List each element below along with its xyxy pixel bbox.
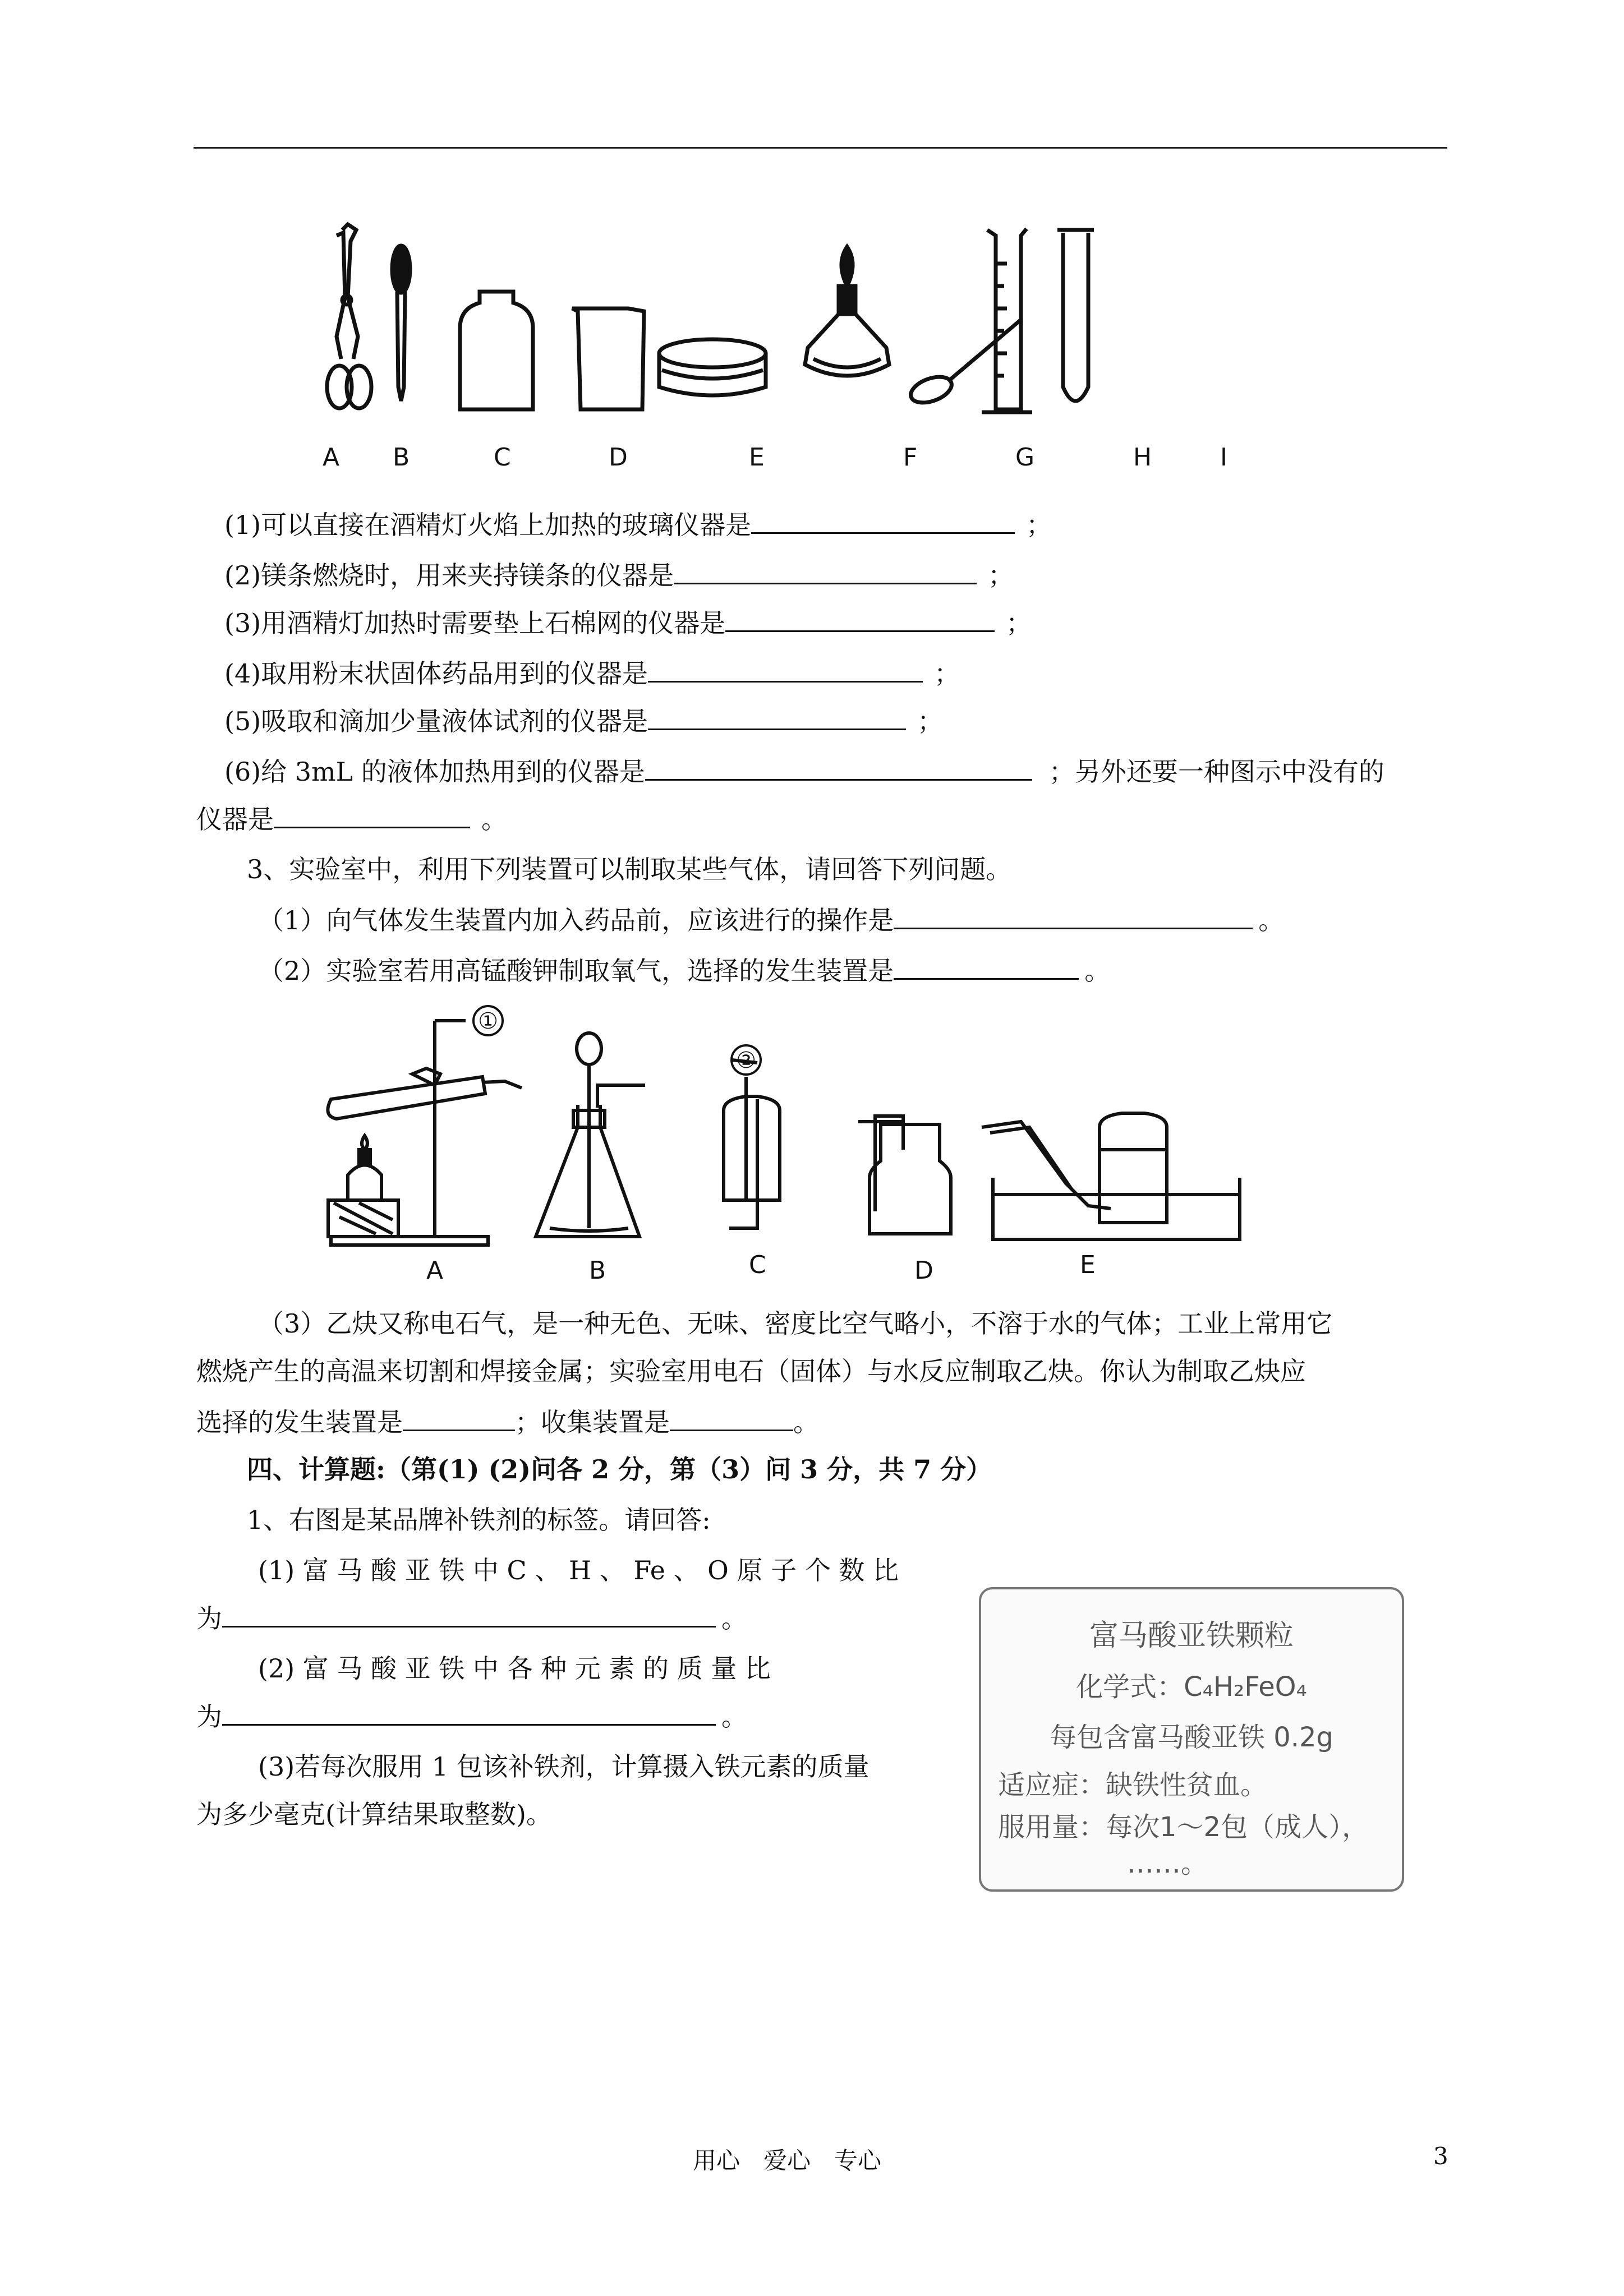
apparatus-label-d: D	[914, 1256, 933, 1285]
answer-blank[interactable]	[894, 903, 1253, 929]
instruments-figure	[292, 219, 1301, 471]
label-formula: 化学式：C₄H₂FeO₄	[1076, 1671, 1307, 1703]
q2-item-6-line2: 仪器是 。	[196, 802, 507, 836]
apparatus-c-bottle-icon	[724, 1060, 780, 1228]
crucible-tongs-icon	[327, 224, 371, 408]
answer-blank[interactable]	[670, 1405, 793, 1431]
answer-blank[interactable]	[222, 1699, 716, 1726]
apparatus-label-e: E	[1080, 1251, 1096, 1279]
apparatus-label-c: C	[749, 1251, 766, 1279]
apparatus-b-flask-icon	[536, 1033, 645, 1237]
q2-item-3: (3)用酒精灯加热时需要垫上石棉网的仪器是 ；	[224, 606, 1032, 640]
label-title: 富马酸亚铁颗粒	[1089, 1619, 1294, 1653]
page-number: 3	[1433, 2142, 1448, 2170]
section4-sub3-line2: 为多少毫克(计算结果取整数)。	[196, 1799, 552, 1829]
q3-part3-line1: （3）乙炔又称电石气，是一种无色、无味、密度比空气略小，不溶于水的气体；工业上常用它	[258, 1308, 1333, 1339]
answer-blank[interactable]	[648, 656, 923, 683]
answer-blank[interactable]	[674, 558, 977, 584]
answer-blank[interactable]	[222, 1601, 716, 1628]
header-rule	[194, 147, 1447, 149]
supplement-label	[979, 1587, 1404, 1892]
dropper-icon	[392, 246, 410, 401]
label-dosage: 服用量：每次1～2包（成人），	[998, 1811, 1369, 1843]
answer-blank[interactable]	[645, 754, 1032, 781]
gas-apparatus-figure	[314, 1008, 1408, 1273]
q3-part1: （1）向气体发生装置内加入药品前，应该进行的操作是 。	[258, 903, 1284, 937]
graduated-cylinder-icon	[982, 229, 1032, 412]
beaker-icon	[572, 308, 644, 409]
medicine-spoon-icon	[907, 320, 1021, 408]
apparatus-d-bottle-icon	[858, 1116, 951, 1234]
reagent-bottle-icon	[460, 292, 533, 409]
section4-sub2-line1: (2) 富 马 酸 亚 铁 中 各 种 元 素 的 质 量 比	[258, 1653, 771, 1684]
section4-sub1-line2: 为 。	[196, 1601, 747, 1635]
apparatus-e-water-trough-icon	[982, 1113, 1240, 1239]
answer-blank[interactable]	[751, 508, 1015, 534]
instrument-label-d: D	[609, 443, 628, 472]
q3-intro: 3、实验室中，利用下列装置可以制取某些气体，请回答下列问题。	[247, 854, 1012, 884]
apparatus-a-heating-icon	[328, 1021, 522, 1245]
label-indication: 适应症：缺铁性贫血。	[998, 1769, 1268, 1801]
instrument-label-i: I	[1220, 443, 1227, 472]
answer-blank[interactable]	[894, 953, 1079, 980]
evaporating-dish-icon	[659, 339, 766, 395]
q2-item-1: (1)可以直接在酒精灯火焰上加热的玻璃仪器是 ；	[224, 508, 1052, 542]
q2-item-6: (6)给 3mL 的液体加热用到的仪器是 ；另外还要一种图示中没有的	[224, 754, 1384, 789]
q3-part2: （2）实验室若用高锰酸钾制取氧气，选择的发生装置是 。	[258, 953, 1110, 988]
apparatus-label-a: A	[426, 1256, 444, 1285]
marker-2: ②	[736, 1048, 756, 1073]
label-content: 每包含富马酸亚铁 0.2g	[1049, 1722, 1334, 1753]
instrument-label-c: C	[494, 443, 511, 472]
section4-heading: 四、计算题:（第(1) (2)问各 2 分，第（3）问 3 分，共 7 分）	[247, 1454, 992, 1484]
q2-item-2: (2)镁条燃烧时，用来夹持镁条的仪器是 ；	[224, 558, 1014, 592]
instrument-label-g: G	[1015, 443, 1035, 472]
q2-item-4: (4)取用粉末状固体药品用到的仪器是 ；	[224, 656, 960, 690]
section4-q1-intro: 1、右图是某品牌补铁剂的标签。请回答:	[247, 1505, 711, 1535]
test-tube-icon	[1057, 230, 1094, 401]
apparatus-label-b: B	[589, 1256, 606, 1285]
instrument-label-h: H	[1133, 443, 1152, 472]
answer-blank[interactable]	[274, 802, 470, 828]
q3-part3-line3: 选择的发生装置是 ；收集装置是 。	[196, 1405, 819, 1439]
instrument-label-e: E	[749, 443, 765, 472]
label-ellipsis: ……。	[1127, 1848, 1208, 1879]
alcohol-lamp-icon	[805, 247, 889, 376]
instrument-label-a: A	[323, 443, 340, 472]
answer-blank[interactable]	[648, 704, 906, 730]
marker-1: ①	[478, 1008, 498, 1034]
answer-blank[interactable]	[725, 606, 995, 632]
answer-blank[interactable]	[403, 1405, 515, 1431]
instrument-label-b: B	[393, 443, 410, 472]
q3-part3-line2: 燃烧产生的高温来切割和焊接金属；实验室用电石（固体）与水反应制取乙炔。你认为制取乙炔应	[196, 1356, 1306, 1386]
section4-sub2-line2: 为 。	[196, 1699, 747, 1733]
section4-sub3-line1: (3)若每次服用 1 包该补铁剂，计算摄入铁元素的质量	[258, 1751, 869, 1782]
instrument-label-f: F	[903, 443, 918, 472]
section4-sub1-line1: (1) 富 马 酸 亚 铁 中 C 、 H 、 Fe 、 O 原 子 个 数 比	[258, 1555, 899, 1585]
footer-slogan: 用心 爱心 专心	[693, 2147, 882, 2174]
q2-item-5: (5)吸取和滴加少量液体试剂的仪器是 ；	[224, 704, 943, 738]
